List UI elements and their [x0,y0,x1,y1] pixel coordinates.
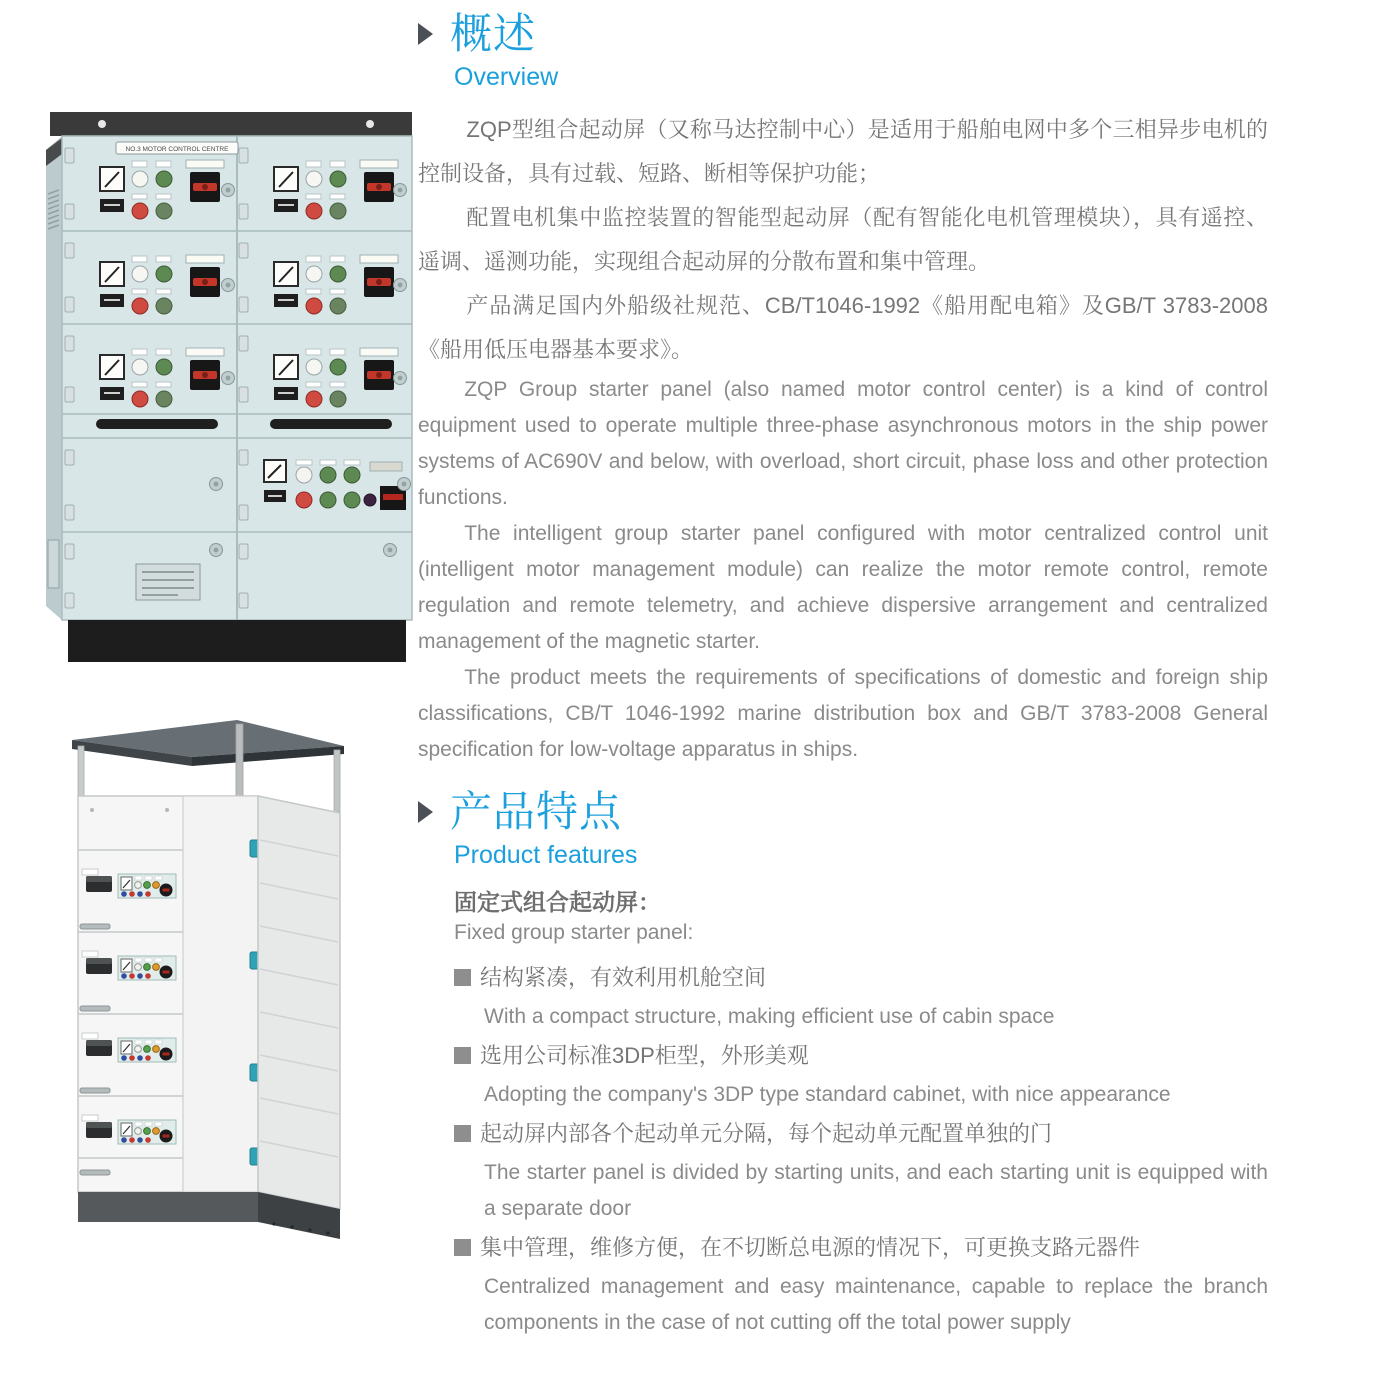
feature-item-en: With a compact structure, making efficient use of cabin space [484,1005,1055,1029]
feature-item-cn: 选用公司标准3DP柜型，外形美观 [480,1043,809,1069]
cabinet-side-panel [258,796,340,1209]
feature-item [454,1227,1268,1341]
rotary-switch-icon [186,255,224,297]
section-marker-icon [418,23,433,45]
feature-item-cn: 起动屏内部各个起动单元分隔，每个起动单元配置单独的门 [480,1121,1053,1147]
door-lock-icon [398,478,411,491]
section-product-features [418,788,1268,1341]
feature-item-cn-row [454,1227,1268,1269]
overview-paragraph-en: The intelligent group starter panel configured with motor centralized control unit (intelligent motor management module) can realize the motor remote control, remote regulation and remote telemetry, and achieve dispersive arrangement and centralized management of the magnetic starter. [418,522,1268,654]
features-subtitle-en: Fixed group starter panel: [454,921,694,945]
feature-item-cn: 结构紧凑，有效利用机舱空间 [480,965,767,991]
section-overview [418,10,1268,768]
door-lock-icon [210,544,223,557]
cabinet-side-wall [46,136,62,620]
overview-paragraph-cn: ZQP型组合起动屏（又称马达控制中心）是适用于船舶电网中多个三相异步电机的控制设备，具有过载、短路、断相等保护功能； [418,117,1268,187]
feature-item-cn-row [454,1113,1268,1155]
cabinet-top-rail [50,112,412,136]
door-lock-icon [222,372,235,385]
content-column [418,10,1268,1341]
door-lock-icon [210,478,223,491]
cabinet-photo-front [38,98,422,666]
door-lock-icon [394,279,407,292]
overview-title-en: Overview [454,63,559,92]
cabinet-label-text: NO.3 MOTOR CONTROL CENTRE [125,146,229,153]
feature-item-en: Centralized management and easy maintenance, capable to replace the branch components in the case of not cutting off the total power supply [484,1275,1268,1335]
rotary-switch-icon [360,255,398,297]
features-list [454,957,1268,1341]
door-lock-icon [222,279,235,292]
feature-item-en: Adopting the company's 3DP type standard cabinet, with nice appearance [484,1083,1171,1107]
door-lock-icon [384,544,397,557]
features-title-en: Product features [454,841,638,870]
overview-header [418,10,1268,57]
overview-paragraph-cn: 配置电机集中监控装置的智能型起动屏（配有智能化电机管理模块），具有遥控、遥调、遥测功能，实现组合起动屏的分散布置和集中管理。 [418,205,1268,275]
feature-item [454,1113,1268,1227]
overview-paragraphs [418,108,1268,768]
cabinet-photo-perspective [52,700,396,1278]
overview-paragraph-cn: 产品满足国内外船级社规范、CB/T1046-1992《船用配电箱》及GB/T 3783-2008《船用低压电器基本要求》。 [418,293,1268,363]
bullet-square-icon [454,1239,471,1256]
feature-item-cn-row [454,1035,1268,1077]
overview-title-cn: 概述 [450,10,537,57]
door-lock-icon [222,184,235,197]
cabinet-plinth [68,620,406,662]
rotary-switch-icon [360,160,398,202]
features-title-cn: 产品特点 [450,788,623,836]
rotary-switch-icon [186,160,224,202]
feature-item-cn-row [454,957,1268,999]
door-lock-icon [394,184,407,197]
door-lock-icon [394,372,407,385]
bullet-square-icon [454,1047,471,1064]
section-marker-icon [418,801,433,823]
bullet-square-icon [454,969,471,986]
cabinet-perspective-illustration [52,700,396,1278]
feature-item [454,957,1268,1035]
cabinet-front-illustration [38,98,422,666]
bullet-square-icon [454,1125,471,1142]
cabinet-nameplate-strip [116,142,238,154]
rating-nameplate [136,564,200,600]
feature-item-cn: 集中管理，维修方便，在不切断总电源的情况下，可更换支路元器件 [480,1235,1141,1261]
feature-item [454,1035,1268,1113]
overview-paragraph-en: ZQP Group starter panel (also named motor control center) is a kind of control equipment used to operate multiple three-phase asynchronous motors in the ship power systems of AC690V and below, with overload, short circuit, phase loss and other protection functions. [418,378,1268,510]
feature-item-en: The starter panel is divided by starting units, and each starting unit is equipped with a separate door [484,1161,1268,1221]
rotary-switch-icon [360,348,398,390]
overview-paragraph-en: The product meets the requirements of specifications of domestic and foreign ship classifications, CB/T 1046-1992 marine distribution box and GB/T 3783-2008 General specification for low-voltage apparatus in ships. [418,666,1268,762]
features-subtitle-cn: 固定式组合起动屏： [454,889,661,916]
rotary-switch-icon [186,348,224,390]
features-header [418,788,1268,835]
